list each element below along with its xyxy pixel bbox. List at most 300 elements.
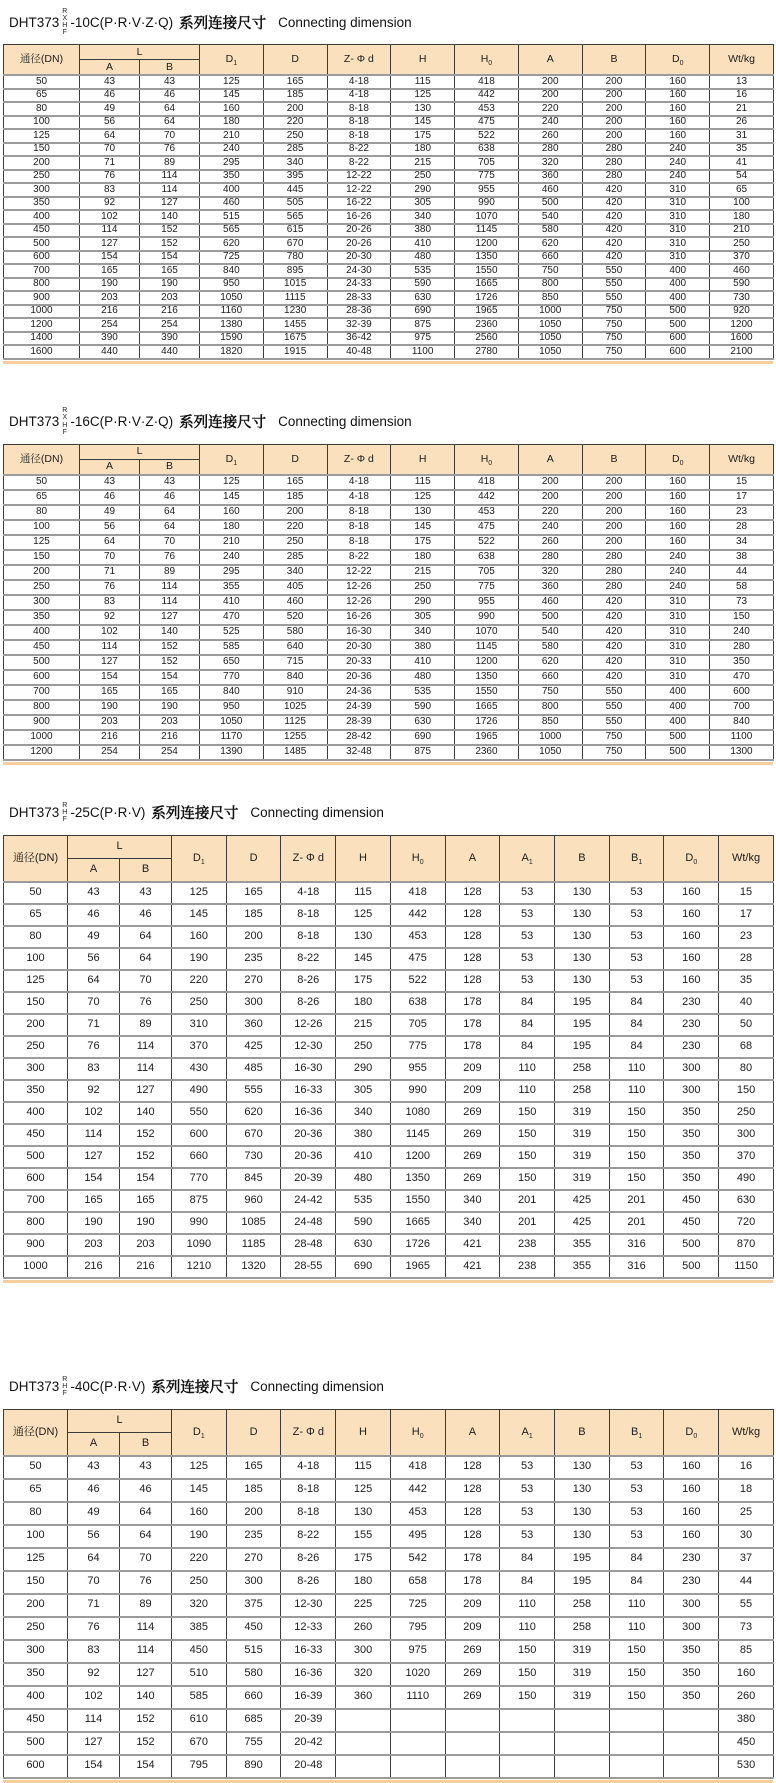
cell: 20-36 xyxy=(281,1146,336,1168)
cell: 515 xyxy=(226,1640,281,1663)
cell xyxy=(500,1709,555,1732)
cell: 114 xyxy=(120,1617,172,1640)
cell: 53 xyxy=(609,948,664,970)
cell: 300 xyxy=(226,1571,281,1594)
cell: 200 xyxy=(263,505,327,520)
table-row xyxy=(4,170,774,184)
cell: 200 xyxy=(4,1014,68,1036)
cell xyxy=(336,1732,391,1755)
cell: 1200 xyxy=(710,318,774,332)
cell: 16-30 xyxy=(327,625,391,640)
cell: 1600 xyxy=(710,332,774,346)
cell: 360 xyxy=(336,1686,391,1709)
cell: 1050 xyxy=(200,715,264,730)
cell: 21 xyxy=(710,102,774,116)
section-40c xyxy=(0,1365,776,1783)
cell: 522 xyxy=(390,970,445,992)
cell xyxy=(555,1732,610,1755)
cell: 140 xyxy=(140,625,200,640)
col-header: Wt/kg xyxy=(719,835,774,882)
cell: 1665 xyxy=(455,278,519,292)
cell: 128 xyxy=(445,926,500,948)
cell: 150 xyxy=(500,1168,555,1190)
cell: 290 xyxy=(336,1058,391,1080)
cell: 2360 xyxy=(455,318,519,332)
cell: 1210 xyxy=(172,1256,227,1278)
cell: 1125 xyxy=(263,715,327,730)
cell: 76 xyxy=(80,580,140,595)
cell: 1000 xyxy=(518,305,582,319)
col-header: $D_0$ xyxy=(664,1409,719,1456)
cell: 990 xyxy=(455,197,519,211)
table-row xyxy=(4,251,774,265)
cell: 8-18 xyxy=(327,535,391,550)
cell: 152 xyxy=(140,640,200,655)
cell: 990 xyxy=(455,610,519,625)
cell: 840 xyxy=(263,670,327,685)
cell: 53 xyxy=(609,1456,664,1479)
cell: 350 xyxy=(664,1663,719,1686)
cell: 175 xyxy=(336,1548,391,1571)
cell: 46 xyxy=(68,1479,120,1502)
cell: 49 xyxy=(80,505,140,520)
cell: 1200 xyxy=(455,655,519,670)
cell: 500 xyxy=(646,318,710,332)
cell: 1590 xyxy=(200,332,264,346)
cell: 130 xyxy=(555,1525,610,1548)
cell: 1400 xyxy=(4,332,80,346)
cell: 700 xyxy=(710,700,774,715)
cell: 84 xyxy=(609,1571,664,1594)
cell: 300 xyxy=(719,1124,774,1146)
cell: 310 xyxy=(646,183,710,197)
cell: 13 xyxy=(710,75,774,89)
cell: 290 xyxy=(391,183,455,197)
cell: 70 xyxy=(140,129,200,143)
cell: 1070 xyxy=(455,625,519,640)
cell: 1000 xyxy=(4,1256,68,1278)
cell: 83 xyxy=(80,183,140,197)
table-row xyxy=(4,926,774,948)
cell: 500 xyxy=(664,1234,719,1256)
cell: 32-48 xyxy=(327,745,391,760)
cell: 1350 xyxy=(455,251,519,265)
cell: 128 xyxy=(445,1479,500,1502)
cell: 155 xyxy=(336,1525,391,1548)
cell: 260 xyxy=(336,1617,391,1640)
table-row xyxy=(4,992,774,1014)
cell: 216 xyxy=(80,305,140,319)
cell: 150 xyxy=(609,1124,664,1146)
table-row xyxy=(4,1755,774,1778)
table-row xyxy=(4,156,774,170)
cell: 4-18 xyxy=(281,1456,336,1479)
cell: 154 xyxy=(80,251,140,265)
cell: 1350 xyxy=(455,670,519,685)
cell: 114 xyxy=(140,595,200,610)
cell: 360 xyxy=(518,170,582,184)
cell: 295 xyxy=(200,156,264,170)
cell: 840 xyxy=(200,685,264,700)
cell: 114 xyxy=(140,580,200,595)
cell: 210 xyxy=(710,224,774,238)
cell: 160 xyxy=(646,520,710,535)
cell: 84 xyxy=(609,1548,664,1571)
cell: 280 xyxy=(582,565,646,580)
cell: 127 xyxy=(80,237,140,251)
cell: 114 xyxy=(140,170,200,184)
cell: 1965 xyxy=(455,730,519,745)
cell: 18 xyxy=(719,1479,774,1502)
cell: 475 xyxy=(390,948,445,970)
cell: 92 xyxy=(68,1080,120,1102)
cell: 319 xyxy=(555,1168,610,1190)
cell: 200 xyxy=(4,1594,68,1617)
table-row xyxy=(4,505,774,520)
cell: 201 xyxy=(609,1212,664,1234)
cell: 350 xyxy=(4,197,80,211)
cell: 160 xyxy=(719,1663,774,1686)
cell: 910 xyxy=(263,685,327,700)
cell: 520 xyxy=(263,610,327,625)
cell: 410 xyxy=(200,595,264,610)
cell: 46 xyxy=(120,904,172,926)
cell: 53 xyxy=(609,926,664,948)
cell: 24-39 xyxy=(327,700,391,715)
cell: 200 xyxy=(582,535,646,550)
cell: 190 xyxy=(120,1212,172,1234)
cell: 600 xyxy=(4,1755,68,1778)
cell: 425 xyxy=(555,1212,610,1234)
cell: 875 xyxy=(172,1190,227,1212)
cell: 46 xyxy=(140,89,200,103)
cell: 240 xyxy=(518,116,582,130)
cell: 8-22 xyxy=(281,1525,336,1548)
cell: 41 xyxy=(710,156,774,170)
cell: 385 xyxy=(172,1617,227,1640)
cell: 53 xyxy=(500,926,555,948)
cell: 130 xyxy=(555,882,610,904)
cell: 600 xyxy=(4,251,80,265)
cell: 76 xyxy=(120,992,172,1014)
cell: 220 xyxy=(518,102,582,116)
cell: 1726 xyxy=(390,1234,445,1256)
cell: 305 xyxy=(336,1080,391,1102)
col-header-group-l: L xyxy=(68,1409,172,1432)
cell: 285 xyxy=(263,143,327,157)
table-row xyxy=(4,1732,774,1755)
connection-codes-stack: R X H F xyxy=(62,7,68,37)
col-header: D xyxy=(226,1409,281,1456)
col-header: $H_0$ xyxy=(455,444,519,475)
cell: 285 xyxy=(263,550,327,565)
cell: 1965 xyxy=(455,305,519,319)
cell: 1390 xyxy=(200,745,264,760)
cell: 1820 xyxy=(200,345,264,359)
cell: 500 xyxy=(664,1256,719,1278)
cell: 270 xyxy=(226,970,281,992)
table-row xyxy=(4,224,774,238)
cell: 442 xyxy=(390,1479,445,1502)
cell: 750 xyxy=(582,318,646,332)
cell xyxy=(664,1732,719,1755)
cell: 440 xyxy=(80,345,140,359)
cell: 400 xyxy=(646,278,710,292)
cell: 1100 xyxy=(391,345,455,359)
cell: 565 xyxy=(263,210,327,224)
cell: 730 xyxy=(710,291,774,305)
cell: 44 xyxy=(710,565,774,580)
cell: 340 xyxy=(391,625,455,640)
cell: 300 xyxy=(664,1617,719,1640)
cell: 555 xyxy=(226,1080,281,1102)
cell: 64 xyxy=(140,505,200,520)
cell: 84 xyxy=(609,1036,664,1058)
cell xyxy=(609,1709,664,1732)
col-header: $A_1$ xyxy=(500,835,555,882)
cell: 475 xyxy=(455,116,519,130)
cell: 190 xyxy=(140,700,200,715)
cell: 125 xyxy=(200,75,264,89)
cell: 8-22 xyxy=(327,143,391,157)
cell: 76 xyxy=(140,550,200,565)
cell: 43 xyxy=(140,475,200,490)
cell: 200 xyxy=(582,75,646,89)
cell: 1965 xyxy=(390,1256,445,1278)
cell: 110 xyxy=(609,1080,664,1102)
table-row xyxy=(4,565,774,580)
cell: 178 xyxy=(445,1548,500,1571)
cell: 160 xyxy=(172,1502,227,1525)
table-accent-line xyxy=(3,1780,773,1783)
cell xyxy=(445,1755,500,1778)
cell: 165 xyxy=(80,264,140,278)
cell: 73 xyxy=(719,1617,774,1640)
cell: 705 xyxy=(390,1014,445,1036)
cell: 355 xyxy=(555,1256,610,1278)
cell: 658 xyxy=(390,1571,445,1594)
cell: 127 xyxy=(140,197,200,211)
cell: 8-18 xyxy=(281,1479,336,1502)
cell: 1485 xyxy=(263,745,327,760)
cell: 495 xyxy=(390,1525,445,1548)
cell: 300 xyxy=(226,992,281,1014)
cell: 28 xyxy=(719,948,774,970)
cell: 200 xyxy=(582,520,646,535)
cell: 258 xyxy=(555,1594,610,1617)
cell: 300 xyxy=(4,1640,68,1663)
cell: 150 xyxy=(4,143,80,157)
cell: 160 xyxy=(646,75,710,89)
cell: 250 xyxy=(4,1036,68,1058)
cell: 300 xyxy=(336,1640,391,1663)
table-row xyxy=(4,1571,774,1594)
cell: 316 xyxy=(609,1256,664,1278)
table-row xyxy=(4,670,774,685)
cell: 125 xyxy=(172,882,227,904)
cell: 102 xyxy=(68,1102,120,1124)
cell: 28-48 xyxy=(281,1234,336,1256)
cell: 160 xyxy=(200,505,264,520)
cell: 585 xyxy=(200,640,264,655)
col-header: Z- Φ d xyxy=(327,45,391,76)
cell: 125 xyxy=(172,1456,227,1479)
cell: 750 xyxy=(582,305,646,319)
cell: 68 xyxy=(719,1036,774,1058)
cell: 195 xyxy=(555,1548,610,1571)
cell: 310 xyxy=(646,210,710,224)
cell xyxy=(500,1755,555,1778)
table-row xyxy=(4,550,774,565)
cell: 585 xyxy=(172,1686,227,1709)
cell: 240 xyxy=(646,170,710,184)
cell: 185 xyxy=(263,89,327,103)
cell: 71 xyxy=(68,1014,120,1036)
cell: 180 xyxy=(336,1571,391,1594)
cell: 160 xyxy=(664,1456,719,1479)
cell: 65 xyxy=(4,904,68,926)
cell: 269 xyxy=(445,1102,500,1124)
cell: 350 xyxy=(200,170,264,184)
cell: 1230 xyxy=(263,305,327,319)
cell: 160 xyxy=(646,102,710,116)
cell: 35 xyxy=(710,143,774,157)
cell: 250 xyxy=(719,1102,774,1124)
cell: 522 xyxy=(455,129,519,143)
cell: 355 xyxy=(200,580,264,595)
cell: 8-18 xyxy=(281,904,336,926)
title-chinese: 系列连接尺寸 xyxy=(179,415,267,431)
cell: 480 xyxy=(336,1168,391,1190)
table-row xyxy=(4,332,774,346)
cell: 20-26 xyxy=(327,237,391,251)
table-row xyxy=(4,1234,774,1256)
cell: 450 xyxy=(4,224,80,238)
cell: 260 xyxy=(719,1686,774,1709)
cell: 16 xyxy=(719,1456,774,1479)
cell: 565 xyxy=(200,224,264,238)
cell: 890 xyxy=(226,1755,281,1778)
cell: 160 xyxy=(646,116,710,130)
table-row xyxy=(4,197,774,211)
cell: 230 xyxy=(664,1036,719,1058)
col-header: D xyxy=(263,444,327,475)
cell: 370 xyxy=(710,251,774,265)
cell: 600 xyxy=(172,1124,227,1146)
cell: 20-36 xyxy=(327,670,391,685)
cell: 660 xyxy=(172,1146,227,1168)
cell: 125 xyxy=(4,129,80,143)
cell: 220 xyxy=(518,505,582,520)
cell: 30 xyxy=(719,1525,774,1548)
cell: 16-33 xyxy=(281,1080,336,1102)
cell: 154 xyxy=(120,1168,172,1190)
cell: 238 xyxy=(500,1256,555,1278)
cell: 705 xyxy=(455,565,519,580)
cell: 50 xyxy=(4,882,68,904)
cell: 145 xyxy=(172,1479,227,1502)
cell: 201 xyxy=(500,1190,555,1212)
cell: 209 xyxy=(445,1594,500,1617)
cell: 1000 xyxy=(518,730,582,745)
cell: 160 xyxy=(646,129,710,143)
section-16c xyxy=(0,400,776,765)
cell: 84 xyxy=(500,992,555,1014)
cell: 850 xyxy=(518,291,582,305)
cell: 200 xyxy=(518,75,582,89)
cell: 175 xyxy=(336,970,391,992)
cell: 130 xyxy=(555,1479,610,1502)
cell: 235 xyxy=(226,948,281,970)
cell: 1100 xyxy=(710,730,774,745)
cell: 24-33 xyxy=(327,278,391,292)
table-accent-line xyxy=(3,762,773,765)
title-english: Connecting dimension xyxy=(250,805,384,820)
cell: 390 xyxy=(80,332,140,346)
cell: 165 xyxy=(120,1190,172,1212)
cell: 320 xyxy=(172,1594,227,1617)
cell: 216 xyxy=(68,1256,120,1278)
cell: 115 xyxy=(336,1456,391,1479)
cell xyxy=(609,1732,664,1755)
cell: 319 xyxy=(555,1686,610,1709)
cell: 1050 xyxy=(518,318,582,332)
col-header-sub: A xyxy=(80,459,140,475)
cell: 1200 xyxy=(390,1146,445,1168)
cell: 200 xyxy=(226,926,281,948)
cell: 76 xyxy=(68,1036,120,1058)
cell xyxy=(500,1732,555,1755)
cell: 25 xyxy=(719,1502,774,1525)
cell: 40 xyxy=(719,992,774,1014)
cell: 420 xyxy=(582,640,646,655)
cell: 316 xyxy=(609,1234,664,1256)
cell: 590 xyxy=(391,278,455,292)
cell: 195 xyxy=(555,1014,610,1036)
cell: 185 xyxy=(263,490,327,505)
cell: 1200 xyxy=(4,318,80,332)
cell: 84 xyxy=(609,1014,664,1036)
col-header: H xyxy=(336,835,391,882)
cell: 280 xyxy=(582,170,646,184)
series-code: -10C(P·R·V·Z·Q) xyxy=(70,14,174,30)
cell: 453 xyxy=(390,1502,445,1525)
cell: 178 xyxy=(445,1014,500,1036)
cell: 720 xyxy=(719,1212,774,1234)
cell: 154 xyxy=(120,1755,172,1778)
cell: 240 xyxy=(646,550,710,565)
col-header: $D_1$ xyxy=(200,444,264,475)
col-header: $B_1$ xyxy=(609,835,664,882)
series-code: -16C(P·R·V·Z·Q) xyxy=(70,414,174,429)
cell: 540 xyxy=(518,210,582,224)
cell: 49 xyxy=(80,102,140,116)
cell: 1915 xyxy=(263,345,327,359)
cell: 16-26 xyxy=(327,210,391,224)
cell: 395 xyxy=(263,170,327,184)
col-header: A xyxy=(445,1409,500,1456)
cell: 43 xyxy=(120,882,172,904)
cell: 770 xyxy=(200,670,264,685)
cell: 23 xyxy=(710,505,774,520)
cell: 185 xyxy=(226,1479,281,1502)
table-row xyxy=(4,1190,774,1212)
cell: 12-22 xyxy=(327,170,391,184)
cell: 638 xyxy=(455,550,519,565)
cell: 200 xyxy=(582,102,646,116)
cell: 340 xyxy=(445,1212,500,1234)
cell: 280 xyxy=(582,580,646,595)
